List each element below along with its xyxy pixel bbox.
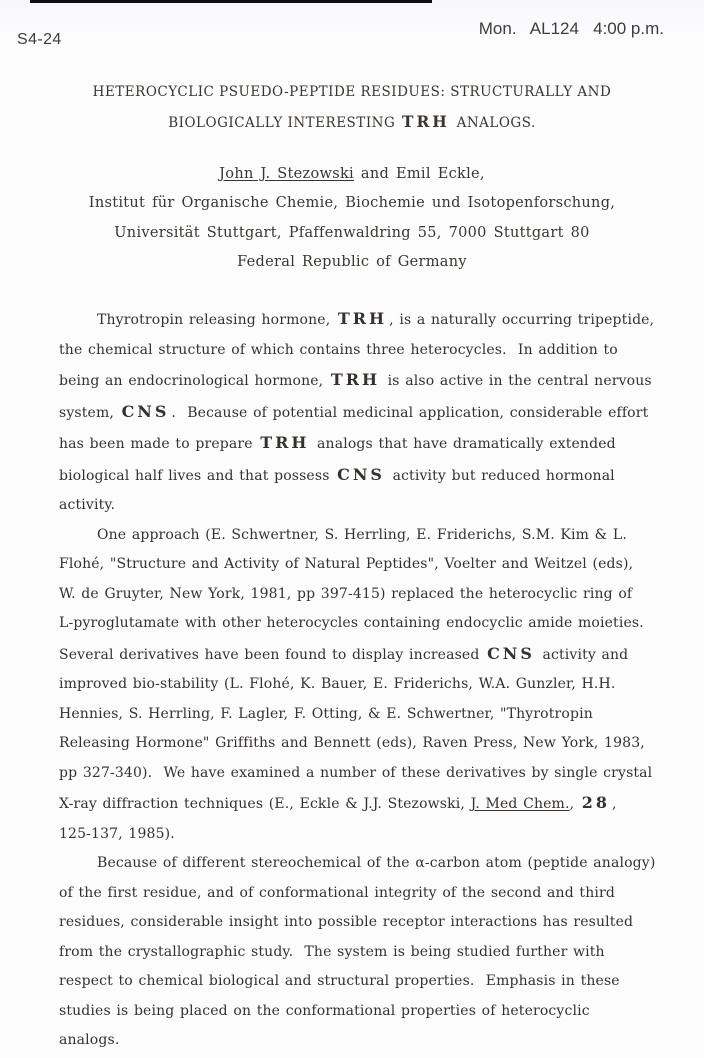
text-run: activity but reduced hormonal [386,467,615,484]
text-run: X-ray diffraction techniques (E., Eckle & J.J. Stezowski, [59,796,471,812]
text-run: Flohé, "Structure and Activity of Natural Peptides", Voelter and Weitzel (eds), [59,556,634,572]
text-run: 125-137, 1985). [59,825,175,842]
session-schedule: Mon. AL124 4:00 p.m. [478,19,664,38]
text-run: Thyrotropin releasing hormone, [97,312,336,328]
body-line [59,460,655,492]
body-line [59,938,655,968]
text-run: Several derivatives have been found to display increased [59,646,486,663]
text-run: pp 327-340). We have examined a number of these derivatives by single crystal [59,764,653,781]
text-run: being an endocrinological hormone, [59,373,329,389]
emphasized-term: 28 [581,793,610,812]
body-line [59,788,655,820]
text-run: One approach (E. Schwertner, S. Herrling, E. Friderichs, S.M. Kim & L. [97,526,627,543]
text-run: has been made to prepare [59,436,259,452]
text-run: biological half lives and that possess [59,467,336,484]
text-run: respect to chemical biological and structural properties. Emphasis in these [59,973,620,989]
text-run: ANALOGS. [451,115,536,131]
body-line [59,729,655,759]
text-run: from the crystallographic study. The system is being studied further with [59,943,605,960]
text-run: is also active in the central nervous [382,373,652,389]
body-line [59,700,655,730]
emphasized-term: CNS [487,643,535,663]
text-run: HETEROCYCLIC PSUEDO-PEPTIDE RESIDUES: STRUCTURALLY AND [92,84,612,100]
author-line [0,219,704,248]
emphasized-term: TRH [260,433,310,452]
text-run: activity. [59,497,116,513]
emphasized-term: CNS [121,401,170,421]
body-line [59,908,655,938]
emphasized-term: TRH [402,113,450,131]
text-run: Universität Stuttgart, Pfaffenwaldring 55, 7000 Stuttgart 80 [114,224,590,241]
body-line [59,849,655,879]
text-run: Institut für Organische Chemie, Biochemie und Isotopenforschung, [88,195,616,212]
author-line [0,189,704,218]
body-line [59,336,655,366]
text-run: Releasing Hormone" Griffiths and Bennett (eds), Raven Press, New York, 1983, [59,735,645,751]
text-run: , is a naturally occurring tripeptide, [389,312,655,328]
body-paragraph [59,304,655,521]
paper-title [0,77,704,138]
body-line [59,879,655,909]
text-run: W. de Gruyter, New York, 1981, pp 397-415) replaced the heterocyclic ring of [59,585,633,602]
session-code: S4-24 [17,31,62,48]
text-run: studies is being placed on the conformational properties of heterocyclic [59,1002,590,1019]
text-run: Hennies, S. Herrling, F. Lagler, F. Otting, & E. Schwertner, "Thyrotropin [59,705,593,722]
body-line [59,670,655,700]
text-run: Federal Republic of Germany [237,254,467,271]
underlined-text: John J. Stezowski [219,166,354,182]
body-line [59,759,655,789]
author-affiliation-block [0,160,704,278]
author-line [0,248,704,277]
text-run: the chemical structure of which contains three heterocycles. In addition to [59,341,618,358]
body-line [59,609,655,639]
text-run: analogs. [59,1032,120,1048]
body-line [59,997,655,1027]
body-paragraph [59,849,655,1056]
body-line [59,428,655,460]
body-line [59,1026,655,1056]
emphasized-term: TRH [337,309,388,328]
text-run: activity and [536,646,629,663]
text-run: improved bio-stability (L. Flohé, K. Bauer, E. Friderichs, W.A. Gunzler, H.H. [59,676,616,692]
body-line [59,365,655,397]
text-run: , [611,796,617,812]
text-run: , [569,796,580,812]
text-run: system, [59,404,120,421]
abstract-body [59,304,655,1056]
text-run: of the first residue, and of conformational integrity of the second and third [59,884,615,901]
text-run: BIOLOGICALLY INTERESTING [168,115,401,131]
emphasized-term: CNS [337,464,385,484]
body-line [59,491,655,521]
title-line [0,77,704,107]
title-line [0,107,704,138]
body-paragraph [59,521,655,850]
author-line [0,160,704,189]
body-line [59,639,655,671]
text-run: L-pyroglutamate with other heterocycles containing endocyclic amide moieties. [59,615,644,631]
text-run: analogs that have dramatically extended [311,436,616,452]
body-line [59,820,655,850]
body-line [59,304,655,336]
text-run: and Emil Eckle, [354,166,485,182]
body-line [59,397,655,429]
body-line [59,580,655,610]
body-line [59,967,655,997]
emphasized-term: TRH [330,370,381,389]
body-line [59,521,655,551]
body-line [59,550,655,580]
underlined-text: J. Med Chem. [470,796,570,812]
text-run: Because of different stereochemical of the α-carbon atom (peptide analogy) [97,855,656,871]
text-run: . Because of potential medicinal application, considerable effort [171,404,649,421]
scan-artifact-bar [30,0,432,3]
text-run: residues, considerable insight into possible receptor interactions has resulted [59,914,634,930]
